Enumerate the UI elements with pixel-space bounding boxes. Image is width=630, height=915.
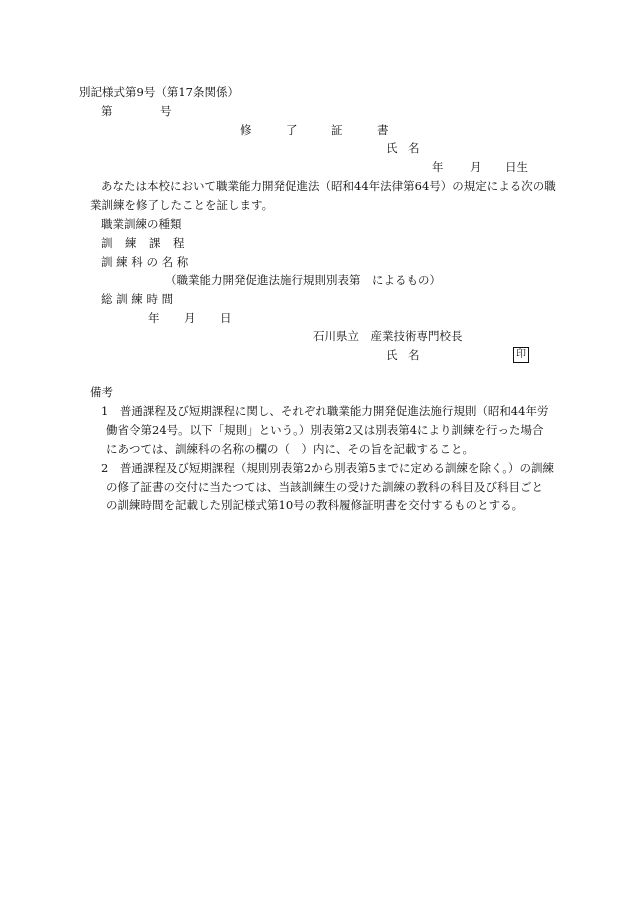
title-char-1: 修: [240, 123, 252, 137]
course-label-char-4: 程: [173, 236, 185, 250]
issuer-name-label-2: 名: [408, 348, 420, 362]
birth-month-label: 月: [470, 160, 482, 174]
number-prefix: 第: [101, 104, 113, 118]
issue-day-label: 日: [220, 311, 232, 325]
form-reference: 別記様式第9号（第17条関係）: [79, 85, 239, 99]
seal-stamp: 印: [513, 347, 529, 363]
total-hours-label: 総 訓 練 時 間: [101, 292, 174, 306]
subject-name-note: （職業能力開発促進法施行規則別表第 によるもの）: [165, 273, 441, 287]
issuer-name-label-1: 氏: [386, 348, 398, 362]
recipient-name-label-2: 名: [408, 141, 420, 155]
note-1-line-1: 1 普通課程及び短期課程に関し、それぞれ職業能力開発促進法施行規則（昭和44年労: [101, 404, 549, 418]
title-char-2: 了: [286, 123, 298, 137]
note-2-line-1: 2 普通課程及び短期課程（規則別表第2から別表第5までに定める訓練を除く。）の訓練: [101, 461, 554, 475]
notes-heading: 備考: [90, 385, 113, 399]
subject-name-label: 訓 練 科 の 名 称: [101, 255, 189, 269]
body-line-2: 業訓練を修了したことを証します。: [90, 198, 274, 212]
note-1-line-3: にあつては、訓練科の名称の欄の（ ）内に、その旨を記載すること。: [106, 442, 474, 456]
birth-day-label: 日生: [505, 160, 528, 174]
note-2-line-3: の訓練時間を記載した別記様式第10号の教科履修証明書を交付するものとする。: [106, 498, 524, 512]
body-line-1: あなたは本校において職業能力開発促進法（昭和44年法律第64号）の規定による次の職: [101, 179, 556, 193]
recipient-name-label-1: 氏: [386, 141, 398, 155]
note-2-line-2: の修了証書の交付に当たつては、当該訓練生の受けた訓練の教科の科目及び科目ごと: [106, 480, 543, 494]
issue-month-label: 月: [184, 311, 196, 325]
course-label-char-2: 練: [125, 236, 137, 250]
course-label-char-1: 訓: [101, 236, 113, 250]
number-suffix: 号: [160, 104, 172, 118]
course-label-char-3: 課: [149, 236, 161, 250]
title-char-4: 書: [377, 123, 389, 137]
training-type-label: 職業訓練の種類: [101, 217, 182, 231]
title-char-3: 証: [331, 123, 343, 137]
issuer-school: 石川県立 産業技術専門校長: [313, 329, 463, 343]
birth-year-label: 年: [432, 160, 444, 174]
issue-year-label: 年: [148, 311, 160, 325]
note-1-line-2: 働省令第24号。以下「規則」という。）別表第2又は別表第4により訓練を行った場合: [106, 423, 544, 437]
